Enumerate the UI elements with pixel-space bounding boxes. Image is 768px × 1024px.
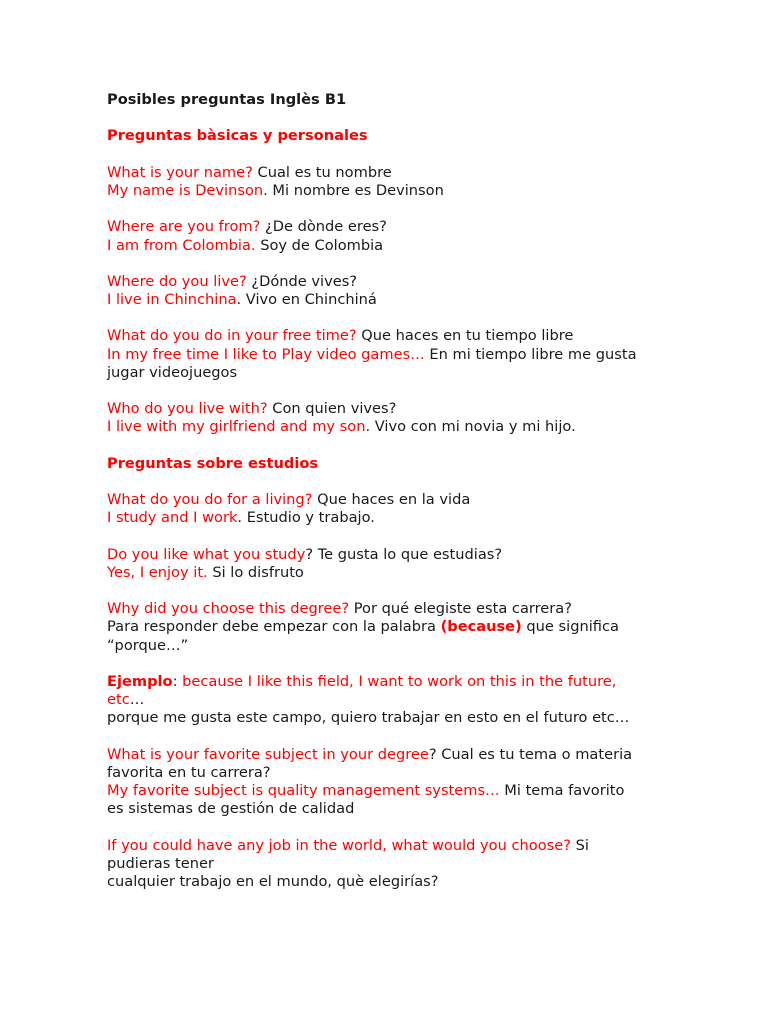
question-en: What do you do in your free time?: [107, 327, 357, 345]
question-line-continued: cualquier trabajo en el mundo, què elegirías?: [107, 873, 439, 891]
question-en: What is your favorite subject in your degree: [107, 745, 429, 763]
question-en: Where do you live?: [107, 272, 247, 290]
question-en: What do you do for a living?: [107, 491, 313, 509]
example-line: [107, 673, 667, 691]
answer-en: My name is Devinson: [107, 181, 264, 199]
question-es: Cual es tu nombre: [252, 163, 392, 181]
question-line: [107, 400, 667, 418]
question-es: Que haces en tu tiempo libre: [356, 327, 574, 345]
answer-en: Yes, I enjoy it.: [107, 563, 208, 581]
answer-en: I live in Chinchina: [107, 291, 237, 309]
example-ellipsis: …: [129, 691, 145, 709]
section-heading-studies: Preguntas sobre estudios: [107, 454, 319, 472]
question-es: ¿De dònde eres?: [260, 218, 387, 236]
answer-line: [107, 564, 667, 582]
answer-line: [107, 782, 667, 800]
question-en: Why did you choose this degree?: [107, 600, 350, 618]
example-en: because I like this field, I want to work on this in the future,: [177, 673, 617, 690]
question-es: Con quien vives?: [267, 400, 397, 418]
instruction-line-continued: “porque…”: [107, 636, 189, 654]
question-line-continued: pudieras tener: [107, 854, 214, 872]
example-en-continued: etc: [107, 691, 130, 709]
answer-es: Mi tema favorito: [499, 782, 625, 800]
question-line: [107, 273, 667, 291]
question-line: [107, 491, 667, 509]
answer-line-continued: es sistemas de gestión de calidad: [107, 800, 355, 818]
instruction-text: Para responder debe empezar con la palabra: [107, 618, 441, 636]
question-es: Que haces en la vida: [312, 491, 471, 509]
page-title: Posibles preguntas Inglès B1: [107, 91, 347, 108]
question-line: [107, 327, 667, 345]
answer-line-continued: jugar videojuegos: [107, 363, 238, 381]
answer-line: [107, 182, 667, 200]
question-line: [107, 837, 667, 855]
question-es: Por qué elegiste esta carrera?: [349, 600, 572, 618]
answer-es: . Vivo en Chinchiná: [236, 291, 377, 309]
answer-es: . Mi nombre es Devinson: [263, 181, 444, 199]
answer-en: I am from Colombia.: [107, 236, 256, 254]
instruction-line: [107, 618, 667, 636]
answer-line: [107, 237, 667, 255]
question-en: What is your name?: [107, 163, 253, 181]
answer-en: My favorite subject is quality management systems…: [107, 782, 500, 800]
question-line-continued: favorita en tu carrera?: [107, 763, 271, 781]
instruction-text-tail: que significa: [521, 618, 619, 636]
question-es: ¿Dónde vives?: [246, 272, 358, 290]
example-colon: :: [172, 673, 178, 690]
section-heading-basic: Preguntas bàsicas y personales: [107, 127, 368, 145]
answer-line: [107, 346, 667, 364]
answer-line: [107, 291, 667, 309]
answer-es: En mi tiempo libre me gusta: [424, 345, 637, 363]
question-es: ? Cual es tu tema o materia: [428, 745, 633, 763]
question-en: If you could have any job in the world, what would you choose?: [107, 836, 571, 854]
question-line: [107, 164, 667, 182]
answer-en: I live with my girlfriend and my son: [107, 418, 366, 436]
answer-es: Si lo disfruto: [207, 563, 304, 581]
keyword-because: (because): [440, 618, 522, 636]
question-line: [107, 600, 667, 618]
question-en: Where are you from?: [107, 218, 261, 236]
question-en: Who do you live with?: [107, 400, 268, 418]
question-line: [107, 746, 667, 764]
answer-en: I study and I work: [107, 509, 238, 527]
answer-line: [107, 418, 667, 436]
question-es: ? Te gusta lo que estudias?: [305, 545, 503, 563]
question-line: [107, 218, 667, 236]
document-body: [107, 91, 667, 891]
answer-es: . Estudio y trabajo.: [237, 509, 375, 527]
answer-es: Soy de Colombia: [255, 236, 384, 254]
example-translation: porque me gusta este campo, quiero trabajar en esto en el futuro etc…: [107, 709, 630, 727]
question-en: Do you like what you study: [107, 545, 306, 563]
question-line: [107, 546, 667, 564]
answer-en: In my free time I like to Play video games…: [107, 345, 425, 363]
answer-line: [107, 509, 667, 527]
example-label: Ejemplo: [107, 673, 173, 690]
question-es: Si: [570, 836, 589, 854]
example-line-continued: [107, 691, 667, 709]
answer-es: . Vivo con mi novia y mi hijo.: [365, 418, 576, 436]
